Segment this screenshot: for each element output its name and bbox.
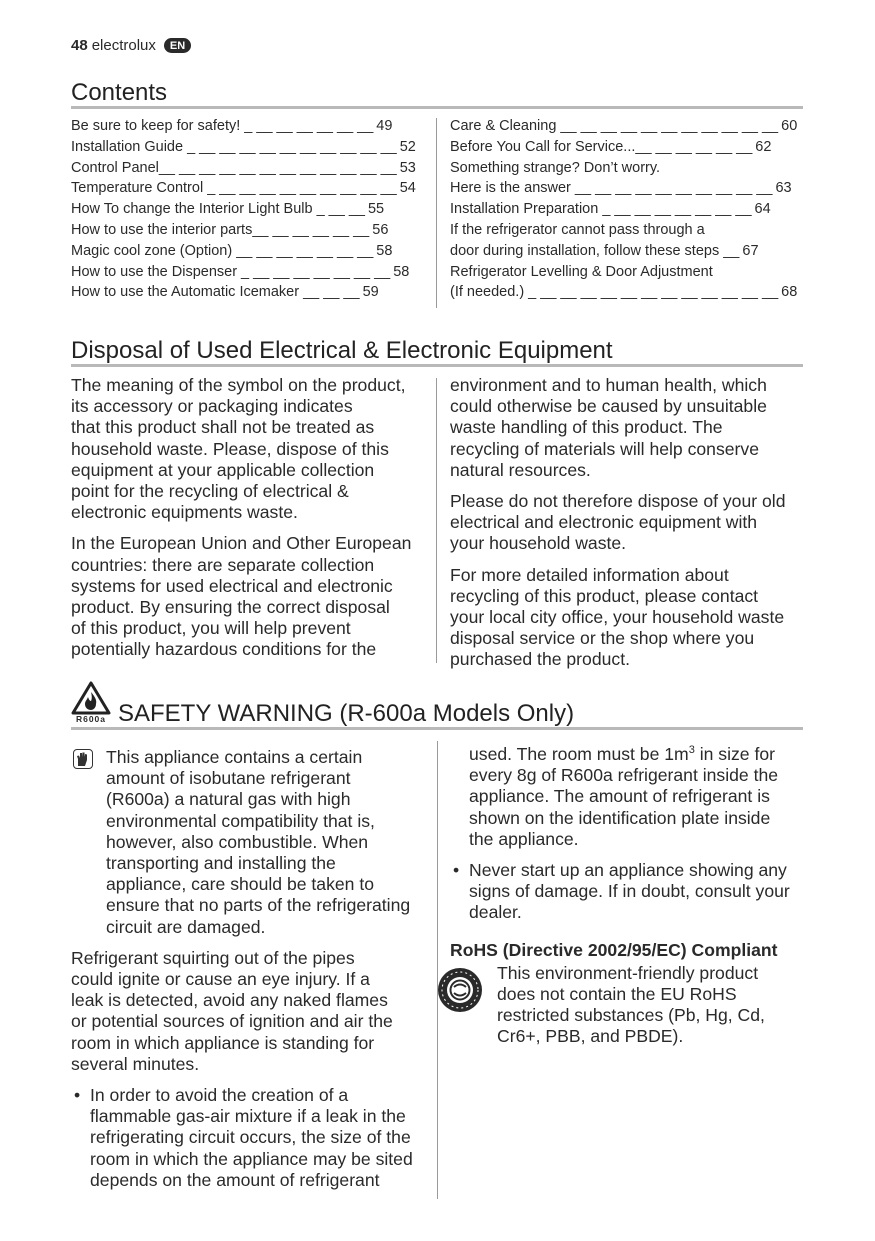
text-line: recycling of this product, please contact <box>450 585 759 606</box>
toc-entry-page: 68 <box>781 284 798 301</box>
text-line: household waste. Please, dispose of this <box>71 438 389 459</box>
safety-title: SAFETY WARNING (R-600a Models Only) <box>118 700 575 727</box>
text-line: refrigerating circuit occurs, the size of the <box>90 1127 411 1148</box>
toc-entry-label: Care & Cleaning __ __ __ __ __ __ __ __ __ __ __ <box>450 118 779 134</box>
safety-left-column <box>71 747 433 1191</box>
rohs-paragraph <box>497 963 806 1048</box>
disposal-paragraph <box>71 375 429 523</box>
toc-entry-page: 62 <box>755 138 772 155</box>
text-line: disposal service or the shop where you <box>450 628 755 649</box>
disposal-divider <box>436 378 437 663</box>
toc-entry <box>450 137 800 158</box>
toc-entry-page: 67 <box>742 242 759 259</box>
text-line: purchased the product. <box>450 649 630 670</box>
toc-entry-label: Before You Call for Service...__ __ __ __ __ __ <box>450 138 753 155</box>
text-line: Refrigerant squirting out of the pipes <box>71 947 355 968</box>
toc-entry-label: Magic cool zone (Option) __ __ __ __ __ __ __ <box>71 242 374 259</box>
safety-rule <box>71 727 803 730</box>
disposal-paragraph <box>450 375 802 481</box>
text-line: countries: there are separate collection <box>71 554 375 575</box>
toc-entry <box>71 137 423 158</box>
text-line: could otherwise be caused by unsuitable <box>450 396 767 417</box>
toc-entry-label: How to use the interior parts__ __ __ __ __ __ <box>71 221 370 238</box>
disposal-paragraph <box>450 491 802 555</box>
text-line: • In order to avoid the creation of a <box>90 1085 349 1106</box>
text-line: restricted substances (Pb, Hg, Cd, <box>497 1005 765 1026</box>
toc-entry-label: Control Panel__ __ __ __ __ __ __ __ __ __ __ __ <box>71 159 397 176</box>
toc-left-column <box>71 116 423 303</box>
toc-entry <box>71 178 423 199</box>
text-line: equipment at your applicable collection <box>71 459 375 480</box>
flammable-warning-icon <box>71 681 111 725</box>
disposal-paragraph <box>71 533 429 660</box>
warning-paragraph <box>106 747 433 938</box>
toc-right-column <box>450 116 800 303</box>
text-line: point for the recycling of electrical & <box>71 481 349 502</box>
toc-entry-label: Installation Guide _ __ __ __ __ __ __ __ __ __ __ <box>71 138 397 155</box>
toc-entry-label: Refrigerator Levelling & Door Adjustment <box>450 263 713 280</box>
text-line: This environment-friendly product <box>497 962 759 983</box>
disposal-right-column <box>450 375 802 681</box>
text-line: your local city office, your household waste <box>450 607 785 628</box>
toc-entry-label: How To change the Interior Light Bulb _ __ __ <box>71 201 365 218</box>
toc-entry <box>450 199 800 220</box>
disposal-paragraph <box>450 565 802 671</box>
toc-entry-page: 58 <box>393 263 410 280</box>
text-line: that this product shall not be treated as <box>71 417 375 438</box>
text-line: transporting and installing the <box>106 853 336 874</box>
toc-entry <box>450 178 800 199</box>
toc-entry-page: 60 <box>781 118 798 134</box>
room-size-sup: 3 <box>688 744 695 757</box>
contents-rule <box>71 106 803 109</box>
disposal-left-column <box>71 375 429 671</box>
text-line: electronic equipments waste. <box>71 502 298 523</box>
text-line: appliance, care should be taken to <box>106 874 375 895</box>
toc-divider <box>436 118 437 308</box>
toc-entry <box>450 262 800 283</box>
disposal-title: Disposal of Used Electrical & Electronic Equipment <box>71 337 613 364</box>
text-line: of this product, you will help prevent <box>71 618 351 639</box>
toc-entry <box>450 241 800 262</box>
toc-entry-label: How to use the Dispenser _ __ __ __ __ __ __ __ <box>71 263 391 280</box>
toc-entry <box>71 116 423 137</box>
text-line: In the European Union and Other European <box>71 533 412 554</box>
text-line: dealer. <box>469 902 522 923</box>
text-line: potentially hazardous conditions for the <box>71 639 377 660</box>
room-size-post: in size for <box>694 744 776 764</box>
text-line: electrical and electronic equipment with <box>450 512 758 533</box>
text-line: amount of isobutane refrigerant <box>106 768 351 789</box>
toc-entry <box>71 158 423 179</box>
toc-entry-label: If the refrigerator cannot pass through a <box>450 221 705 238</box>
toc-entry-label: Installation Preparation _ __ __ __ __ __ __ __ <box>450 201 752 218</box>
toc-entry-page: 55 <box>367 201 385 218</box>
safety-right-column <box>450 744 806 1048</box>
text-line: room in which appliance is standing for <box>71 1032 375 1053</box>
toc-entry-page: 53 <box>399 159 416 176</box>
rohs-compliant-seal-icon <box>437 967 483 1013</box>
text-line: depends on the amount of refrigerant <box>90 1169 380 1190</box>
text-line: waste handling of this product. The <box>450 417 723 438</box>
toc-entry <box>450 282 800 303</box>
page-number: 48 <box>71 37 88 54</box>
text-line: could ignite or cause an eye injury. If a <box>71 969 370 990</box>
text-line: shown on the identification plate inside <box>469 807 771 828</box>
toc-entry-label: Be sure to keep for safety! _ __ __ __ __ __ __ <box>71 118 374 134</box>
text-line: natural resources. <box>450 459 591 480</box>
toc-entry-page: 54 <box>399 180 416 197</box>
contents-title: Contents <box>71 79 168 106</box>
toc-entry <box>71 241 423 262</box>
disposal-rule <box>71 364 803 367</box>
text-line: This appliance contains a certain <box>106 747 363 767</box>
toc-entry-label: How to use the Automatic Icemaker __ __ __ <box>71 284 360 301</box>
text-line: appliance. The amount of refrigerant is <box>469 786 770 807</box>
text-line: (R600a) a natural gas with high <box>106 789 351 810</box>
text-line: or potential sources of ignition and air the <box>71 1011 393 1032</box>
pointing-hand-icon <box>73 749 93 769</box>
toc-entry-page: 52 <box>399 138 416 155</box>
page-header <box>71 37 191 54</box>
continuation-lines <box>469 765 806 850</box>
text-line: circuit are damaged. <box>106 916 266 937</box>
toc-entry-label: Here is the answer __ __ __ __ __ __ __ __ __ __ <box>450 180 773 197</box>
bullet-item <box>71 1085 433 1191</box>
text-line: signs of damage. If in doubt, consult your <box>469 881 790 902</box>
text-line: room in which the appliance may be sited <box>90 1148 413 1169</box>
icon-caption: R600a <box>75 714 107 724</box>
toc-entry <box>71 220 423 241</box>
text-line: its accessory or packaging indicates <box>71 396 353 417</box>
toc-entry <box>450 220 800 241</box>
toc-entry <box>450 116 800 137</box>
text-line: the appliance. <box>469 828 579 849</box>
text-line: leak is detected, avoid any naked flames <box>71 990 388 1011</box>
toc-entry-page: 56 <box>372 221 389 238</box>
squirt-paragraph <box>71 948 433 1075</box>
text-line: ensure that no parts of the refrigerating <box>106 895 411 916</box>
language-badge: EN <box>164 38 191 53</box>
text-line: your household waste. <box>450 533 627 554</box>
text-line: recycling of materials will help conserve <box>450 438 759 459</box>
brand-name: electrolux <box>91 37 156 54</box>
text-line: The meaning of the symbol on the product, <box>71 375 406 395</box>
toc-entry-page: 64 <box>754 201 771 218</box>
text-line: however, also combustible. When <box>106 831 369 852</box>
room-size-pre: used. The room must be 1m <box>469 744 689 764</box>
text-line: systems for used electrical and electronic <box>71 575 393 596</box>
toc-entry-label: (If needed.) _ __ __ __ __ __ __ __ __ __ __ __ __ <box>450 284 779 301</box>
bullet-item <box>450 860 806 924</box>
text-line: Cr6+, PBB, and PBDE). <box>497 1026 684 1047</box>
text-line: For more detailed information about <box>450 564 729 585</box>
toc-entry <box>450 158 800 179</box>
toc-entry <box>71 282 423 303</box>
toc-entry-label: Temperature Control _ __ __ __ __ __ __ __ __ __ <box>71 180 397 197</box>
text-line: every 8g of R600a refrigerant inside the <box>469 765 779 786</box>
toc-entry-page: 58 <box>376 242 393 259</box>
text-line: does not contain the EU RoHS <box>497 984 737 1005</box>
toc-entry <box>71 262 423 283</box>
toc-entry-page: 63 <box>775 180 792 197</box>
toc-entry-label: door during installation, follow these steps __ <box>450 242 740 259</box>
text-line: several minutes. <box>71 1053 200 1074</box>
text-line: product. By ensuring the correct disposal <box>71 597 390 618</box>
text-line: environment and to human health, which <box>450 375 767 395</box>
rohs-heading: RoHS (Directive 2002/95/EC) Compliant <box>450 939 778 960</box>
toc-entry <box>71 199 423 220</box>
bullet-continuation <box>450 744 806 850</box>
text-line: Please do not therefore dispose of your old <box>450 491 786 512</box>
text-line: • Never start up an appliance showing any <box>469 860 787 881</box>
toc-entry-label: Something strange? Don’t worry. <box>450 159 661 176</box>
toc-entry-page: 49 <box>376 118 393 134</box>
text-line: environmental compatibility that is, <box>106 810 375 831</box>
text-line: flammable gas-air mixture if a leak in the <box>90 1106 406 1127</box>
toc-entry-page: 59 <box>362 284 379 301</box>
